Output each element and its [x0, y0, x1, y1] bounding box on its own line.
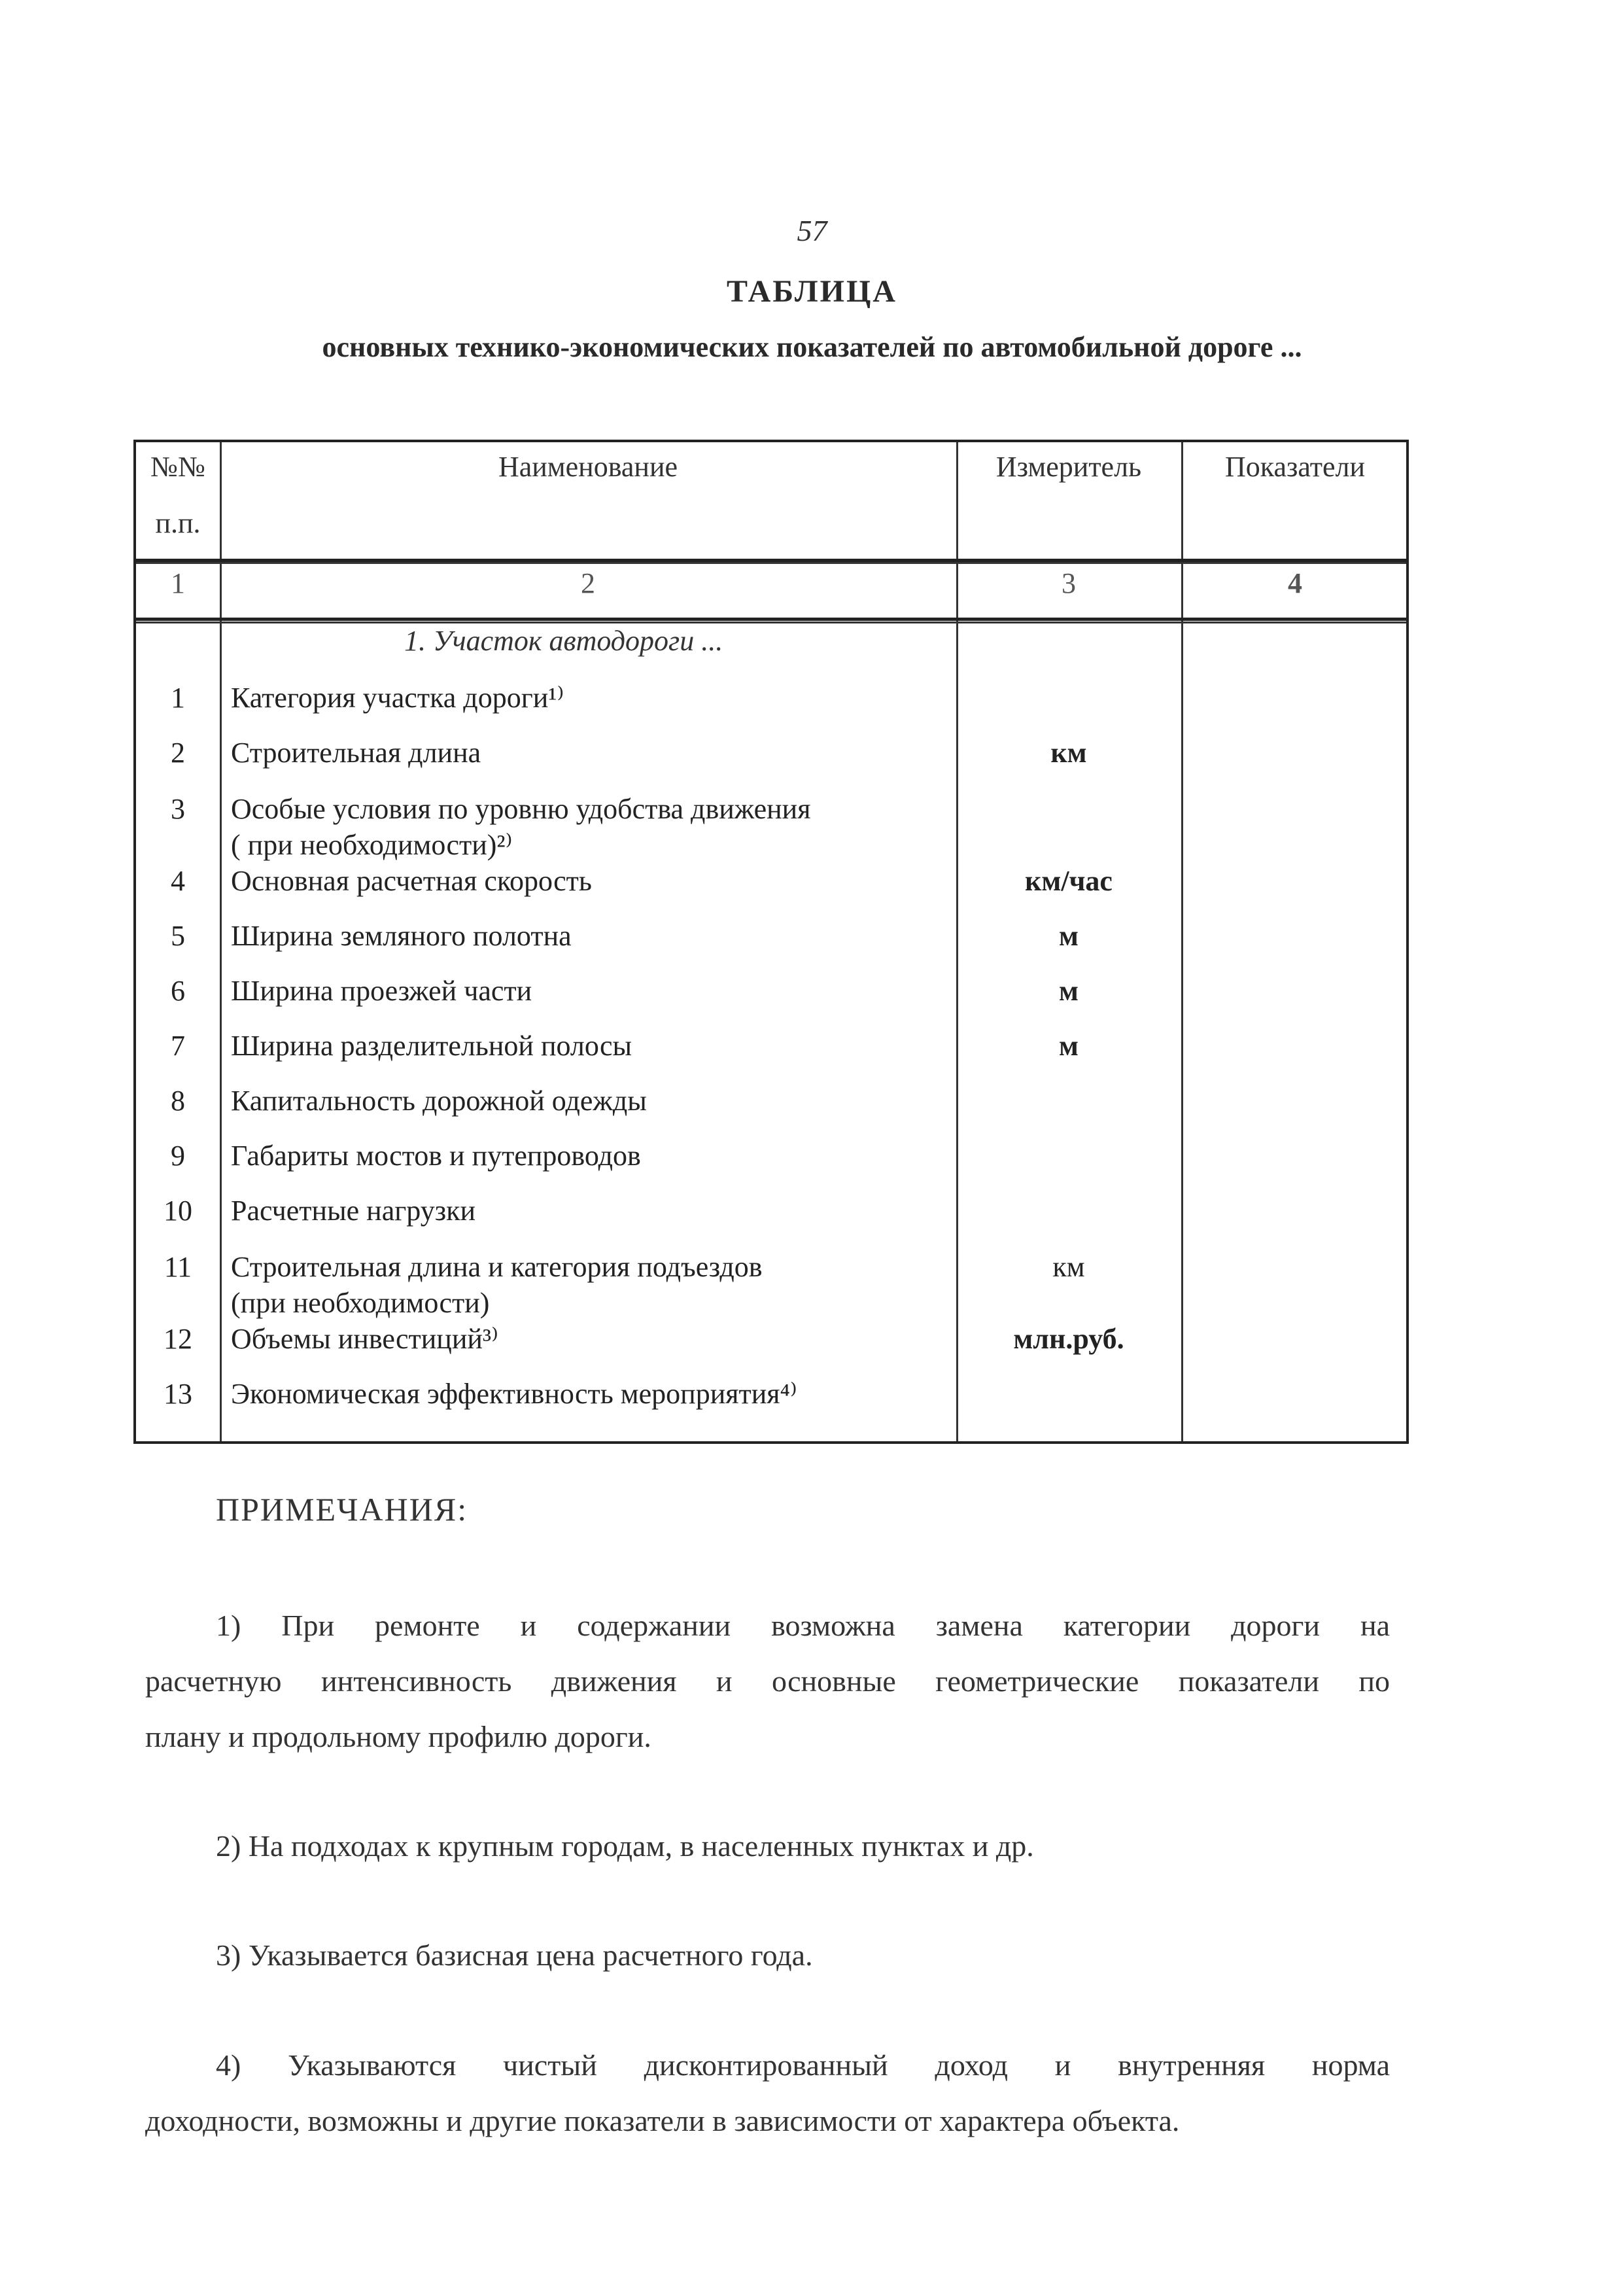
row-unit: м [1059, 975, 1079, 1007]
row-name: Экономическая эффективность мероприятия⁴⁾ [231, 1378, 797, 1410]
note-4-line-1: 4) Указываются чистый дисконтированный доход и внутренняя норма [216, 2048, 1390, 2082]
row-number: 9 [171, 1140, 185, 1172]
row-name: Расчетные нагрузки [231, 1195, 476, 1227]
column-index-2: 2 [581, 567, 595, 599]
row-number: 8 [171, 1085, 185, 1117]
header-number-line2: п.п. [155, 507, 201, 539]
row-name: Особые условия по уровню удобства движения [231, 793, 811, 825]
row-unit: км [1050, 737, 1087, 769]
row-name: Объемы инвестиций³⁾ [231, 1323, 498, 1355]
row-name: Капитальность дорожной одежды [231, 1085, 647, 1117]
row-unit: млн.руб. [1013, 1323, 1124, 1355]
row-number: 12 [164, 1323, 192, 1355]
row-number: 10 [164, 1195, 192, 1227]
row-name: Категория участка дороги¹⁾ [231, 682, 564, 714]
row-name: Ширина проезжей части [231, 975, 532, 1007]
note-1-line-3: плану и продольному профилю дороги. [145, 1720, 651, 1753]
row-unit: м [1059, 1030, 1079, 1062]
row-number: 13 [164, 1378, 192, 1410]
row-name-continuation: ( при необходимости)²⁾ [231, 829, 513, 861]
row-name: Строительная длина [231, 737, 481, 769]
row-number: 3 [171, 793, 185, 825]
row-number: 11 [164, 1251, 192, 1283]
note-2: 2) На подходах к крупным городам, в населенных пунктах и др. [216, 1829, 1034, 1863]
table-row-divider [136, 562, 1406, 564]
row-number: 2 [171, 737, 185, 769]
page-number: 57 [797, 214, 827, 247]
row-unit: км [1052, 1251, 1085, 1283]
table-row-divider [136, 622, 1406, 623]
document-subtitle: основных технико-экономических показателей по автомобильной дороге ... [322, 331, 1302, 363]
note-1-line-1: 1) При ремонте и содержании возможна замена категории дороги на [216, 1609, 1390, 1642]
row-name: Строительная длина и категория подъездов [231, 1251, 763, 1283]
row-number: 4 [171, 865, 185, 897]
column-index-1: 1 [171, 567, 185, 599]
header-name: Наименование [498, 451, 678, 483]
table-row-divider [136, 618, 1406, 621]
row-number: 7 [171, 1030, 185, 1062]
section-title: 1. Участок автодороги ... [404, 625, 723, 657]
notes-heading: ПРИМЕЧАНИЯ: [216, 1491, 468, 1528]
header-values: Показатели [1224, 451, 1366, 483]
note-3: 3) Указывается базисная цена расчетного года. [216, 1938, 813, 1972]
row-unit: км/час [1025, 865, 1113, 897]
row-number: 1 [171, 682, 185, 714]
header-unit: Измеритель [995, 451, 1142, 483]
row-unit: м [1059, 920, 1079, 952]
document-title: ТАБЛИЦА [727, 274, 897, 309]
note-1-line-2: расчетную интенсивность движения и основные геометрические показатели по [145, 1664, 1390, 1698]
row-number: 5 [171, 920, 185, 952]
row-name: Габариты мостов и путепроводов [231, 1140, 641, 1172]
column-index-3: 3 [1062, 567, 1076, 599]
row-name: Ширина земляного полотна [231, 920, 572, 952]
header-number-line1: №№ [150, 451, 205, 483]
row-name: Основная расчетная скорость [231, 865, 592, 897]
row-name: Ширина разделительной полосы [231, 1030, 632, 1062]
row-name-continuation: (при необходимости) [231, 1287, 490, 1319]
indicators-table [133, 440, 1409, 1444]
row-number: 6 [171, 975, 185, 1007]
note-4-line-2: доходности, возможны и другие показатели в зависимости от характера объекта. [145, 2104, 1180, 2137]
column-index-4: 4 [1288, 567, 1302, 599]
